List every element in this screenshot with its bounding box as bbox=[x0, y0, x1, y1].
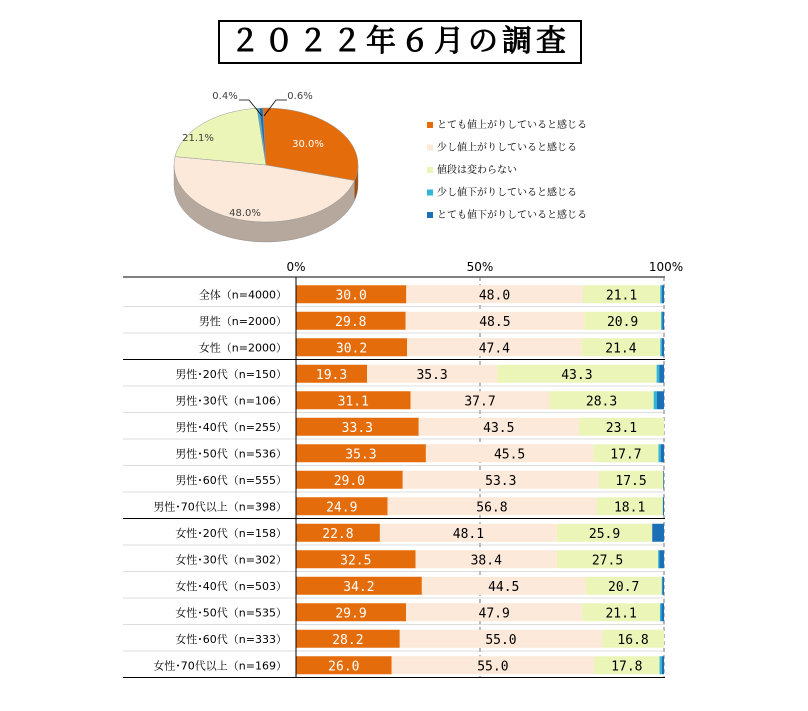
bar-seg-0-3 bbox=[660, 285, 661, 303]
bar-value-8-1: 56.8 bbox=[476, 500, 508, 516]
bar-value-2-0: 30.2 bbox=[335, 341, 368, 357]
bar-value-5-0: 33.3 bbox=[341, 420, 373, 436]
category-label-5: 男性･40代（n=255） bbox=[175, 420, 287, 434]
bar-value-11-1: 44.5 bbox=[488, 579, 520, 595]
bar-value-12-1: 47.9 bbox=[478, 606, 510, 622]
bar-seg-2-4 bbox=[662, 338, 664, 356]
bar-value-9-2: 25.9 bbox=[588, 526, 621, 542]
pie-legend bbox=[427, 118, 587, 221]
bar-value-6-2: 17.7 bbox=[610, 447, 642, 463]
category-label-10: 女性･30代（n=302） bbox=[175, 553, 287, 567]
pie-label-3: 0.4% bbox=[212, 91, 238, 102]
bar-seg-11-3 bbox=[662, 577, 663, 595]
bar-value-0-0: 30.0 bbox=[335, 288, 367, 304]
bar-value-4-2: 28.3 bbox=[585, 394, 618, 410]
bar-value-2-1: 47.4 bbox=[478, 341, 511, 357]
bar-value-0-1: 48.0 bbox=[478, 288, 511, 304]
bar-seg-6-4 bbox=[661, 444, 664, 462]
bar-seg-14-3 bbox=[660, 656, 662, 674]
bar-value-7-1: 53.3 bbox=[485, 473, 517, 489]
legend-label-1: 少し値上がりしていると感じる bbox=[437, 142, 577, 154]
bar-value-1-0: 29.8 bbox=[335, 314, 367, 330]
category-label-2: 女性（n=2000） bbox=[198, 341, 287, 355]
category-label-0: 全体（n=4000） bbox=[198, 288, 287, 302]
bar-seg-4-4 bbox=[657, 391, 664, 409]
bar-value-7-0: 29.0 bbox=[333, 473, 366, 489]
bar-value-6-1: 45.5 bbox=[493, 447, 526, 463]
bar-seg-10-3 bbox=[658, 550, 659, 568]
bar-seg-9-4 bbox=[652, 524, 664, 542]
bar-value-7-2: 17.5 bbox=[615, 473, 647, 489]
bar-seg-4-3 bbox=[654, 391, 657, 409]
bar-value-11-2: 20.7 bbox=[608, 579, 640, 595]
bar-value-0-2: 21.1 bbox=[605, 288, 638, 304]
bar-seg-3-3 bbox=[657, 365, 660, 383]
legend-swatch-1 bbox=[427, 145, 433, 151]
bar-value-13-1: 55.0 bbox=[485, 632, 517, 648]
bar-value-8-2: 18.1 bbox=[613, 500, 646, 516]
category-label-8: 男性･70代以上（n=398） bbox=[153, 500, 287, 514]
axis-tick-1: 50% bbox=[466, 260, 494, 274]
bar-seg-1-4 bbox=[662, 312, 664, 330]
pie-label-2: 21.1% bbox=[182, 133, 214, 144]
bar-value-12-0: 29.9 bbox=[335, 606, 367, 622]
bar-seg-11-4 bbox=[663, 577, 664, 595]
category-label-9: 女性･20代（n=158） bbox=[175, 526, 287, 540]
category-label-6: 男性･50代（n=536） bbox=[175, 447, 287, 461]
legend-label-3: 少し値下がりしていると感じる bbox=[437, 187, 577, 199]
bar-value-6-0: 35.3 bbox=[345, 447, 377, 463]
bar-value-4-0: 31.1 bbox=[337, 394, 369, 410]
bar-value-11-0: 34.2 bbox=[343, 579, 375, 595]
legend-label-2: 値段は変わらない bbox=[437, 165, 517, 176]
bar-seg-8-4 bbox=[663, 497, 664, 515]
legend-label-4: とても値下がりしていると感じる bbox=[437, 210, 587, 221]
pie-label-1: 48.0% bbox=[229, 208, 261, 219]
bar-value-3-2: 43.3 bbox=[561, 367, 593, 383]
bar-value-12-2: 21.1 bbox=[605, 606, 637, 622]
category-label-7: 男性･60代（n=555） bbox=[175, 473, 287, 487]
bar-value-10-0: 32.5 bbox=[340, 553, 372, 569]
bar-seg-3-4 bbox=[659, 365, 664, 383]
pie-chart bbox=[174, 91, 358, 242]
bar-value-13-2: 16.8 bbox=[617, 632, 649, 648]
pie-label-4: 0.6% bbox=[287, 91, 313, 102]
bar-value-3-1: 35.3 bbox=[416, 367, 448, 383]
category-label-12: 女性･50代（n=535） bbox=[175, 606, 287, 620]
legend-swatch-3 bbox=[427, 190, 433, 196]
category-label-3: 男性･20代（n=150） bbox=[175, 367, 287, 381]
legend-swatch-0 bbox=[427, 122, 433, 128]
category-label-13: 女性･60代（n=333） bbox=[175, 632, 287, 646]
bar-value-9-0: 22.8 bbox=[322, 526, 354, 542]
bar-value-10-1: 38.4 bbox=[470, 553, 502, 569]
axis-tick-2: 100% bbox=[648, 260, 684, 274]
bar-value-2-2: 21.4 bbox=[605, 341, 637, 357]
bar-value-4-1: 37.7 bbox=[464, 394, 496, 410]
bar-value-1-1: 48.5 bbox=[479, 314, 511, 330]
pie-label-0: 30.0% bbox=[292, 139, 324, 150]
bar-value-5-2: 23.1 bbox=[605, 420, 638, 436]
stacked-bar-chart bbox=[123, 260, 683, 678]
bar-value-14-1: 55.0 bbox=[477, 659, 509, 675]
bar-value-14-2: 17.8 bbox=[611, 659, 643, 675]
bar-value-10-2: 27.5 bbox=[591, 553, 624, 569]
category-label-11: 女性･40代（n=503） bbox=[175, 579, 287, 593]
bar-seg-7-4 bbox=[663, 471, 664, 489]
category-label-4: 男性･30代（n=106） bbox=[175, 394, 287, 408]
bar-value-3-0: 19.3 bbox=[315, 367, 348, 383]
bar-seg-2-3 bbox=[660, 338, 661, 356]
bar-seg-1-3 bbox=[661, 312, 662, 330]
bar-seg-12-3 bbox=[660, 603, 661, 621]
category-label-1: 男性（n=2000） bbox=[198, 314, 287, 328]
bar-seg-10-4 bbox=[659, 550, 664, 568]
bar-seg-12-4 bbox=[661, 603, 664, 621]
legend-swatch-4 bbox=[427, 212, 433, 218]
legend-swatch-2 bbox=[427, 167, 433, 173]
bar-seg-0-4 bbox=[662, 285, 664, 303]
chart-title: ２０２２年６月の調査 bbox=[218, 20, 582, 64]
axis-tick-0: 0% bbox=[286, 260, 306, 274]
bar-seg-6-3 bbox=[658, 444, 660, 462]
bar-value-1-2: 20.9 bbox=[606, 314, 639, 330]
bar-value-14-0: 26.0 bbox=[328, 659, 360, 675]
legend-label-0: とても値上がりしていると感じる bbox=[437, 120, 587, 131]
bar-value-5-1: 43.5 bbox=[483, 420, 515, 436]
category-label-14: 女性･70代以上（n=169） bbox=[153, 659, 287, 673]
bar-value-8-0: 24.9 bbox=[326, 500, 358, 516]
bar-value-9-1: 48.1 bbox=[452, 526, 485, 542]
bar-value-13-0: 28.2 bbox=[332, 632, 364, 648]
bar-seg-14-4 bbox=[662, 656, 664, 674]
